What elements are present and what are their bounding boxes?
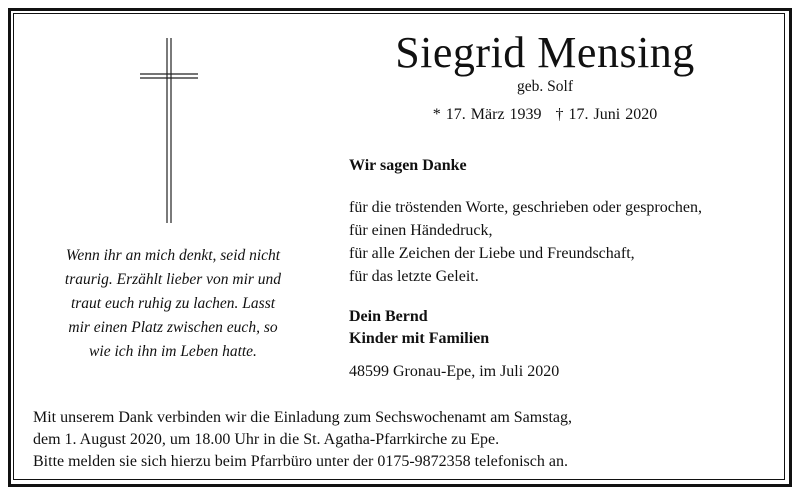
footer-line: dem 1. August 2020, um 18.00 Uhr in die St. Agatha-Pfarrkirche zu Epe. bbox=[33, 431, 500, 448]
thanks-heading: Wir sagen Danke bbox=[349, 157, 467, 174]
latin-cross-icon bbox=[140, 38, 200, 223]
birth-date: * 17. März 1939 bbox=[432, 106, 542, 123]
signer: Kinder mit Familien bbox=[349, 330, 490, 347]
thanks-line: für das letzte Geleit. bbox=[349, 268, 479, 285]
thanks-line: für alle Zeichen der Liebe und Freundschaft, bbox=[349, 245, 635, 262]
life-dates bbox=[345, 106, 745, 124]
footer-invitation bbox=[33, 407, 572, 473]
memorial-quote bbox=[28, 244, 318, 364]
footer-line: Bitte melden sie sich hierzu beim Pfarrbüro unter der 0175-9872358 telefonisch an. bbox=[33, 453, 568, 470]
deceased-name: Siegrid Mensing bbox=[395, 28, 695, 77]
quote-line: wie ich ihn im Leben hatte. bbox=[89, 343, 257, 360]
thanks-text bbox=[349, 196, 702, 288]
thanks-line: für einen Händedruck, bbox=[349, 222, 493, 239]
quote-line: traurig. Erzählt lieber von mir und bbox=[64, 271, 282, 288]
place-date: 48599 Gronau-Epe, im Juli 2020 bbox=[349, 363, 560, 380]
footer-line: Mit unserem Dank verbinden wir die Einladung zum Sechswochenamt am Samstag, bbox=[33, 409, 572, 426]
birth-name: geb. Solf bbox=[517, 78, 573, 95]
signers bbox=[349, 306, 489, 350]
quote-line: mir einen Platz zwischen euch, so bbox=[68, 319, 278, 336]
death-date: † 17. Juni 2020 bbox=[555, 106, 658, 123]
signer: Dein Bernd bbox=[349, 308, 428, 325]
quote-line: traut euch ruhig zu lachen. Lasst bbox=[70, 295, 276, 312]
quote-line: Wenn ihr an mich denkt, seid nicht bbox=[65, 247, 281, 264]
thanks-line: für die tröstenden Worte, geschrieben oder gesprochen, bbox=[349, 199, 702, 216]
